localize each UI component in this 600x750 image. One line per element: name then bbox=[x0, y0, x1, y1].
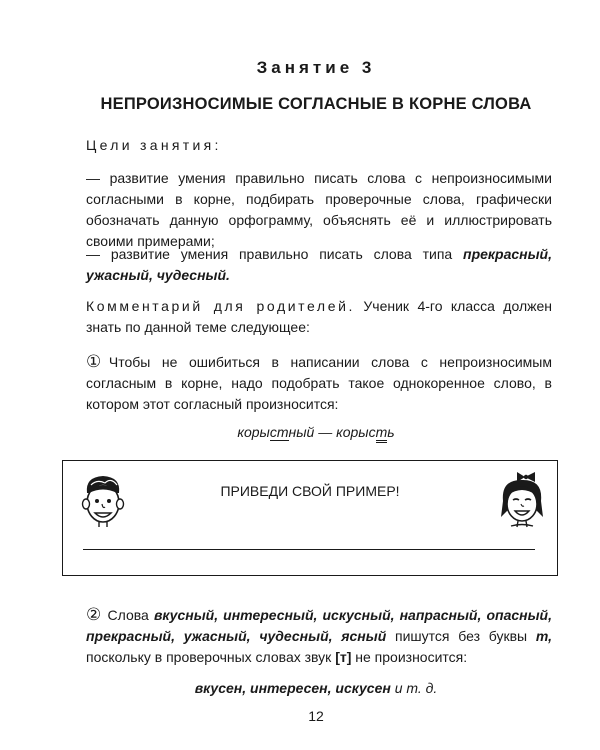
example-1-b-pre: коры bbox=[336, 424, 369, 440]
rule-2 bbox=[86, 604, 552, 668]
rule-1-text: Чтобы не ошибиться в написании слова с непроизносимым согласным в корне, надо подобрать такое однокоренное слово, в котором этот согласный произносится: bbox=[86, 354, 552, 412]
rule-1 bbox=[86, 351, 552, 415]
rule-2-mid: пишутся без буквы bbox=[386, 628, 536, 644]
example-1 bbox=[0, 424, 600, 440]
example-1-dash: — bbox=[314, 424, 337, 440]
rule-2-post: не произносится: bbox=[351, 649, 468, 665]
answer-line[interactable] bbox=[83, 549, 535, 550]
example-1-b-orthogram: т bbox=[376, 424, 388, 443]
example-1-b-post: ь bbox=[387, 424, 395, 440]
lesson-title: Занятие 3 bbox=[256, 58, 376, 77]
goal-item-1: — развитие умения правильно писать слова с непроизносимыми согласными в корне, подбирать проверочные слова, графически обозначать данную орфограмму, объяснять её и иллюстрировать своими примерами; bbox=[86, 170, 552, 249]
circled-two-icon: ② bbox=[86, 605, 103, 624]
example-1-a-post: ный bbox=[288, 424, 315, 440]
page-number: 12 bbox=[308, 708, 324, 724]
rule-2-pre: Слова bbox=[102, 607, 154, 623]
goal-item-2 bbox=[86, 244, 552, 286]
rule-2-words: вкусный, интересный, искусный, напрасный, опасный, прекрасный, ужасный, чудесный, ясный bbox=[86, 607, 552, 644]
girl-face-icon bbox=[495, 471, 547, 531]
rule-2-mid2: поскольку в проверочных словах звук bbox=[86, 649, 336, 665]
topic-title: НЕПРОИЗНОСИМЫЕ СОГЛАСНЫЕ В КОРНЕ СЛОВА bbox=[100, 95, 532, 113]
rule-2-sound: [т] bbox=[335, 649, 352, 665]
example-2 bbox=[0, 680, 600, 696]
example-1-a-pre: коры bbox=[237, 424, 270, 440]
parent-comment bbox=[86, 296, 552, 338]
goal-item-2-words: прекрасный, ужасный, чудесный. bbox=[86, 246, 552, 283]
boy-face-icon bbox=[77, 471, 129, 531]
exercise-box bbox=[62, 460, 558, 576]
goals-heading: Цели занятия: bbox=[86, 137, 222, 153]
parent-comment-text: Ученик 4-го класса должен знать по данной теме следующее: bbox=[86, 298, 552, 335]
exercise-prompt: ПРИВЕДИ СВОЙ ПРИМЕР! bbox=[220, 483, 400, 499]
example-1-a-orthogram: ст bbox=[269, 424, 289, 440]
example-2-tail: и т. д. bbox=[390, 680, 438, 696]
rule-2-letter: т, bbox=[535, 628, 553, 644]
parent-comment-label: Комментарий для родителей. bbox=[86, 298, 355, 314]
circled-one-icon: ① bbox=[86, 352, 109, 371]
goal-item-2-text: — развитие умения правильно писать слова типа bbox=[86, 246, 464, 262]
example-1-b-mark1: с bbox=[368, 424, 376, 440]
example-2-words: вкусен, интересен, искусен bbox=[194, 680, 391, 696]
